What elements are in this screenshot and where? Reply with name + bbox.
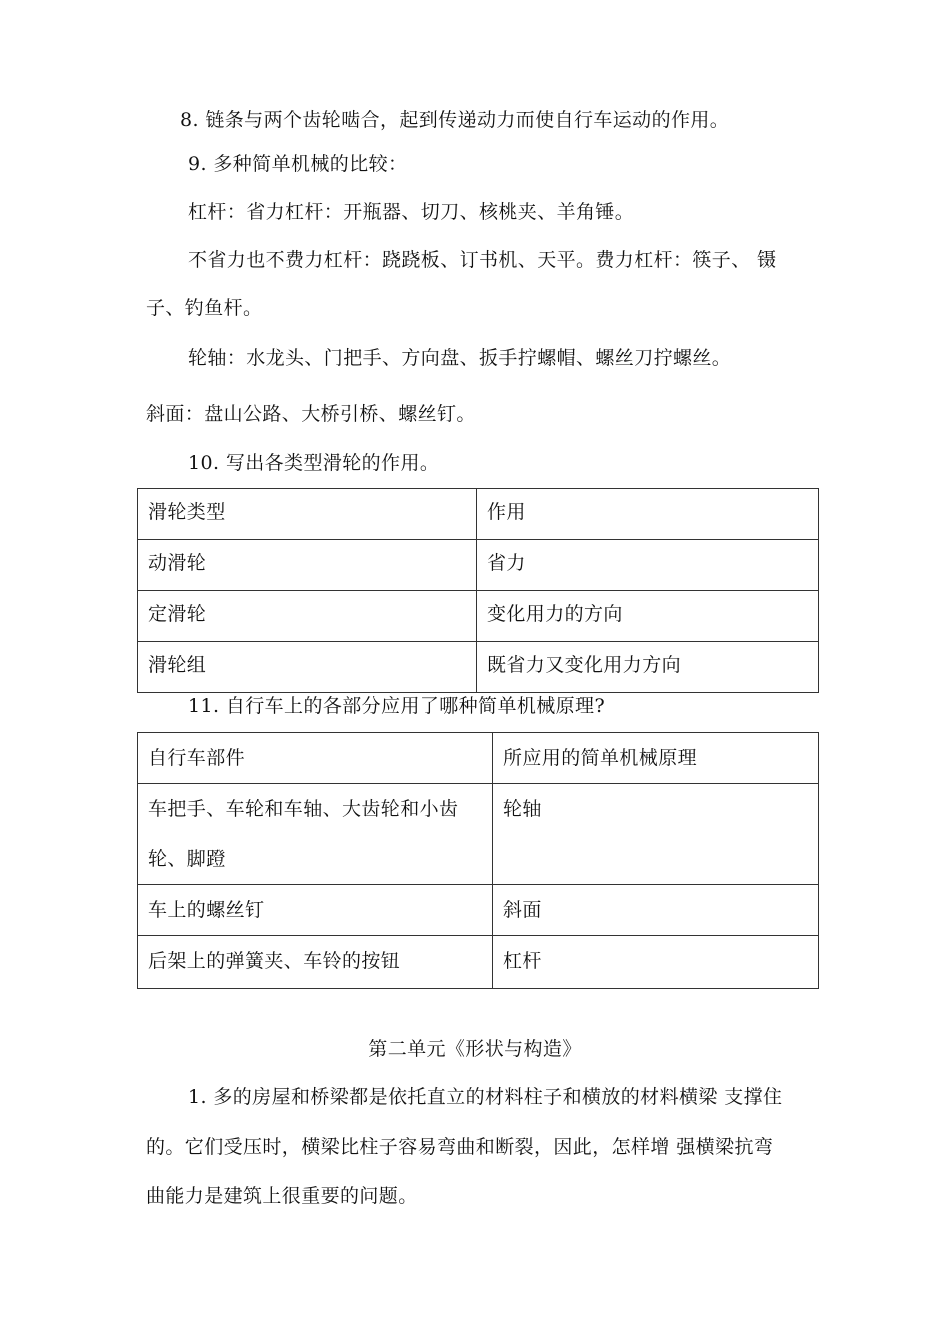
lever-examples: 杠杆：省力杠杆：开瓶器、切刀、核桃夹、羊角锤。 (188, 201, 635, 223)
lever-examples-2a: 不省力也不费力杠杆：跷跷板、订书机、天平。费力杠杆：筷子、 镊 (188, 249, 777, 271)
table-cell: 滑轮组 (138, 642, 477, 693)
table-header-cell: 滑轮类型 (138, 489, 477, 540)
table-header-cell: 自行车部件 (138, 733, 493, 784)
table-row (138, 885, 819, 936)
table-header-cell: 所应用的简单机械原理 (493, 733, 819, 784)
unit-2-title: 第二单元《形状与构造》 (368, 1038, 582, 1060)
table-cell: 车上的螺丝钉 (138, 885, 493, 936)
table-cell: 斜面 (493, 885, 819, 936)
table-row (138, 489, 819, 540)
table-row (138, 642, 819, 693)
table-cell: 轮轴 (493, 784, 819, 885)
pulley-table (137, 488, 819, 693)
item-9-heading: 9. 多种简单机械的比较： (188, 153, 408, 175)
item-10-heading: 10. 写出各类型滑轮的作用。 (188, 452, 440, 474)
table-header-cell: 作用 (477, 489, 819, 540)
table-cell: 后架上的弹簧夹、车铃的按钮 (138, 936, 493, 989)
table-row (138, 784, 819, 885)
unit2-paragraph-line-2: 的。它们受压时，横梁比柱子容易弯曲和断裂，因此，怎样增 强横梁抗弯 (146, 1136, 774, 1158)
table-row (138, 540, 819, 591)
table-cell: 变化用力的方向 (477, 591, 819, 642)
item-11-heading: 11. 自行车上的各部分应用了哪种简单机械原理? (188, 695, 606, 717)
table-row (138, 936, 819, 989)
table-cell: 车把手、车轮和车轴、大齿轮和小齿轮、脚蹬 (138, 784, 493, 885)
table-cell: 动滑轮 (138, 540, 477, 591)
unit2-paragraph-line-1: 1. 多的房屋和桥梁都是依托直立的材料柱子和横放的材料横梁 支撑住 (188, 1086, 783, 1108)
lever-examples-2b: 子、钓鱼杆。 (146, 297, 263, 319)
unit2-paragraph-line-3: 曲能力是建筑上很重要的问题。 (146, 1185, 418, 1207)
table-cell: 杠杆 (493, 936, 819, 989)
bike-table (137, 732, 819, 989)
table-cell: 定滑轮 (138, 591, 477, 642)
table-row (138, 733, 819, 784)
wheel-axle-examples: 轮轴：水龙头、门把手、方向盘、扳手拧螺帽、螺丝刀拧螺丝。 (188, 347, 732, 369)
incline-examples: 斜面：盘山公路、大桥引桥、螺丝钉。 (146, 403, 476, 425)
table-row (138, 591, 819, 642)
table-cell: 省力 (477, 540, 819, 591)
item-8: 8. 链条与两个齿轮啮合，起到传递动力而使自行车运动的作用。 (180, 109, 730, 131)
table-cell: 既省力又变化用力方向 (477, 642, 819, 693)
